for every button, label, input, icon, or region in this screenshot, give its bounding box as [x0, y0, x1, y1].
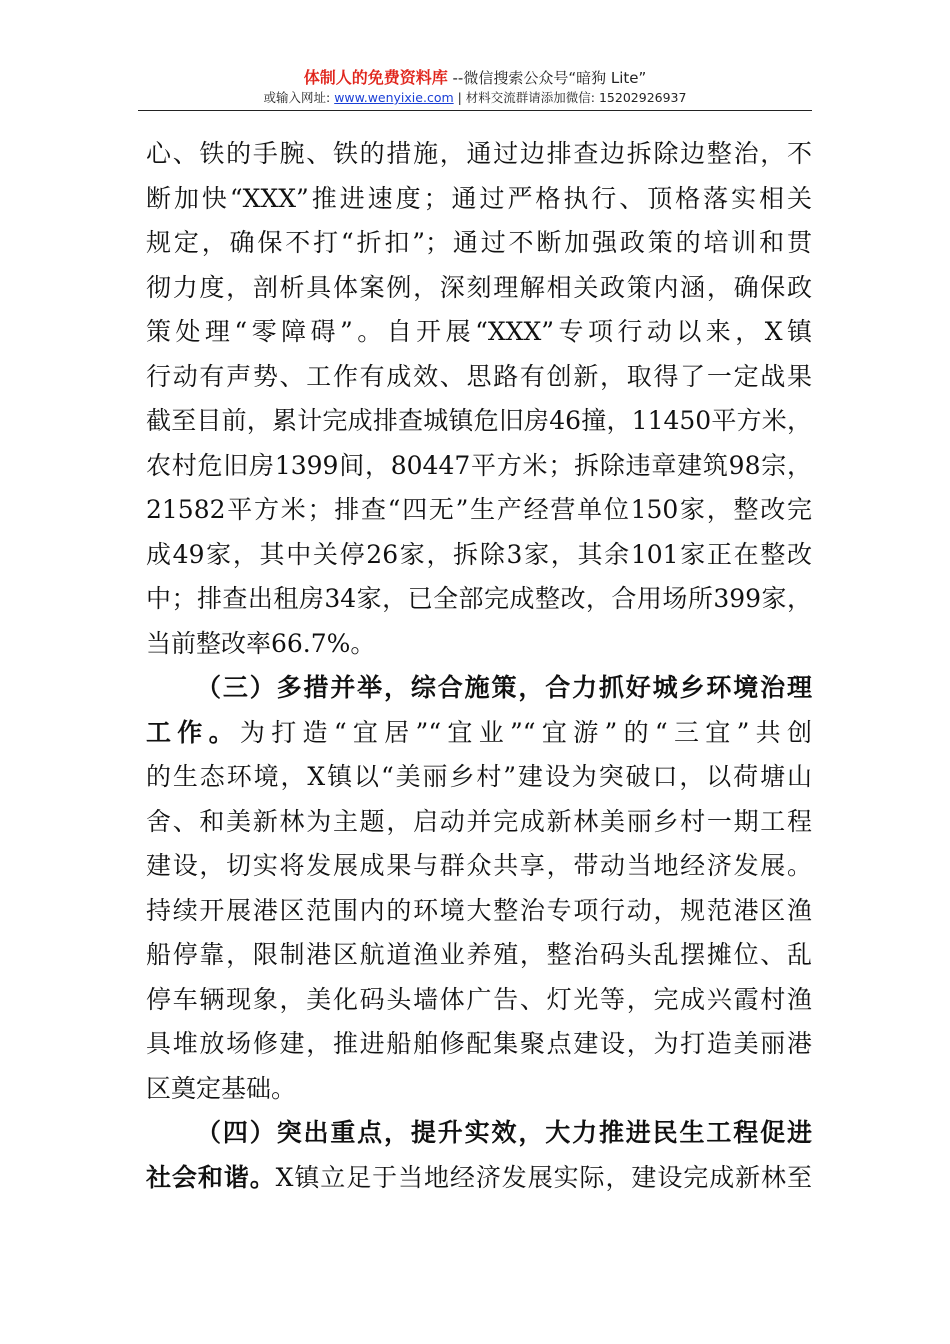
section-heading-3: （三）多措并举，综合施策，合力抓好城乡环境治理: [196, 673, 812, 702]
text-line: 截至目前，累计完成排查城镇危旧房46撞，11450平方米，: [146, 406, 812, 435]
header-line-2: [0, 89, 950, 107]
text-line: 具堆放场修建，推进船舶修配集聚点建设，为打造美丽港: [146, 1029, 812, 1058]
url-prefix: 或输入网址:: [263, 90, 335, 105]
paragraph-3: [146, 1111, 812, 1200]
text-line-rest: 为打造“宜居”“宜业”“宜游”的“三宜”共创: [239, 717, 812, 747]
header-divider: [138, 110, 812, 111]
text-line: 的生态环境，X镇以“美丽乡村”建设为突破口，以荷塘山: [146, 762, 812, 791]
text-line: 行动有声势、工作有成效、思路有创新，取得了一定战果: [146, 361, 812, 391]
text-line: 停车辆现象，美化码头墙体广告、灯光等，完成兴霞村渔: [146, 984, 812, 1014]
text-line: 持续开展港区范围内的环境大整治专项行动，规范港区渔: [146, 895, 812, 925]
paragraph-1: [146, 132, 812, 666]
page-header: [0, 68, 950, 107]
text-line: 当前整改率66.7%。: [146, 628, 376, 658]
text-line: 规定，确保不打“折扣”；通过不断加强政策的培训和贯: [146, 228, 812, 257]
text-line: 断加快“XXX”推进速度；通过严格执行、顶格落实相关: [146, 183, 812, 213]
text-line: 策处理“零障碍”。自开展“XXX”专项行动以来，X镇: [146, 317, 812, 346]
document-body: [146, 132, 812, 1200]
paragraph-2: [146, 666, 812, 1111]
text-line: 成49家，其中关停26家，拆除3家，其余101家正在整改: [146, 539, 812, 569]
text-line: 舍、和美新林为主题，启动并完成新林美丽乡村一期工程: [146, 806, 812, 836]
header-line-1: [0, 68, 950, 88]
site-name: 体制人的免费资料库: [303, 68, 448, 87]
header-tagline: --微信搜索公众号“暗狗 Lite”: [447, 69, 647, 87]
section-heading-4: （四）突出重点，提升实效，大力推进民生工程促进: [196, 1118, 812, 1147]
text-line: [146, 711, 812, 756]
header-contact: | 材料交流群请添加微信: 15202926937: [453, 90, 687, 105]
text-line-rest: X镇立足于当地经济发展实际，建设完成新林至: [275, 1162, 812, 1192]
section-heading-4-end: 社会和谐。: [146, 1162, 276, 1192]
text-line: 心、铁的手腕、铁的措施，通过边排查边拆除边整治，不: [146, 139, 812, 168]
text-line: 21582平方米；排查“四无”生产经营单位150家，整改完: [146, 495, 812, 524]
text-line: 彻力度，剖析具体案例，深刻理解相关政策内涵，确保政: [146, 272, 812, 302]
text-line: 中；排查出租房34家，已全部完成整改，合用场所399家，: [146, 584, 812, 613]
text-line: 农村危旧房1399间，80447平方米；拆除违章建筑98宗，: [146, 450, 812, 480]
section-heading-3-end: 工作。: [146, 717, 240, 747]
text-line: 建设，切实将发展成果与群众共享，带动当地经济发展。: [146, 851, 812, 880]
text-line: 船停靠，限制港区航道渔业养殖，整治码头乱摆摊位、乱: [146, 940, 812, 969]
text-line: [146, 1156, 812, 1201]
text-line: 区奠定基础。: [146, 1073, 297, 1103]
website-link[interactable]: www.wenyixie.com: [334, 90, 454, 105]
